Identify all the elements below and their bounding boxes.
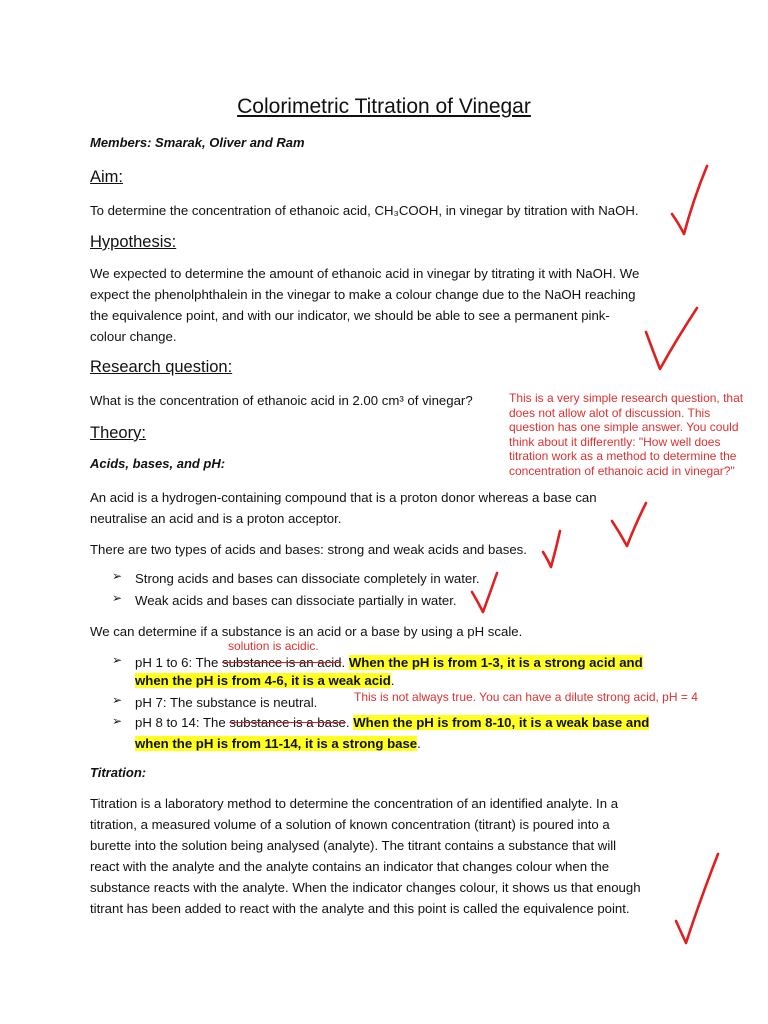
ph-base-bullet-line1: [135, 712, 649, 733]
comment-line: does not allow alot of discussion. This: [509, 405, 711, 420]
arrow-bullet-icon: ➢: [112, 714, 123, 728]
arrow-bullet-icon: ➢: [112, 569, 123, 583]
ph-base-highlight: when the pH is from 11-14, it is a strong base: [135, 736, 418, 751]
hypothesis-line: We expected to determine the amount of ethanoic acid in vinegar by titrating it with NaOH. We: [90, 266, 640, 281]
titration-line: substance reacts with the analyte. When the indicator changes colour, it shows us that enough: [90, 880, 641, 895]
ph-base-separator: .: [345, 715, 354, 730]
checkmark-icon: [672, 166, 707, 234]
comment-line: think about it differently: "How well does: [509, 434, 721, 449]
types-bullet: Weak acids and bases can dissociate partially in water.: [135, 593, 457, 608]
neutral-annotation: This is not always true. You can have a dilute strong acid, pH = 4: [354, 690, 698, 704]
titration-subheading: Titration:: [90, 765, 147, 780]
titration-line: titrant has been added to react with the analyte and this point is called the equivalence point.: [90, 901, 630, 916]
aim-text: To determine the concentration of ethanoic acid, CH₃COOH, in vinegar by titration with NaOH.: [90, 203, 639, 218]
ph-base-struck-text: substance is a base: [229, 715, 346, 730]
titration-line: react with the analyte and the analyte contains an indicator that changes colour when the: [90, 859, 610, 874]
ph-acid-separator: .: [341, 655, 349, 670]
ph-base-highlight: When the pH is from 8-10, it is a weak base and: [353, 715, 650, 730]
hypothesis-heading: Hypothesis:: [90, 233, 177, 251]
ph-neutral-bullet: pH 7: The substance is neutral.: [135, 695, 318, 710]
types-text: There are two types of acids and bases: strong and weak acids and bases.: [90, 542, 527, 557]
theory-heading: Theory:: [90, 424, 146, 442]
ph-acid-end: .: [390, 673, 395, 688]
checkmark-icon: [543, 531, 560, 567]
titration-line: burette into the solution being analysed (analyte). The titrant contains a substance that will: [90, 838, 617, 853]
arrow-bullet-icon: ➢: [112, 693, 123, 707]
hypothesis-line: colour change.: [90, 329, 177, 344]
checkmark-icon: [646, 308, 697, 369]
research-question-heading: Research question:: [90, 358, 233, 376]
members-line: Members: Smarak, Oliver and Ram: [90, 135, 305, 150]
hypothesis-line: the equivalence point, and with our indicator, we should be able to see a permanent pink-: [90, 308, 610, 323]
ph-acid-highlight: When the pH is from 1-3, it is a strong acid and: [348, 655, 643, 670]
hypothesis-line: expect the phenolphthalein in the vinegar to make a colour change due to the NaOH reaching: [90, 287, 636, 302]
ph-base-end: .: [417, 736, 421, 751]
arrow-bullet-icon: ➢: [112, 653, 123, 667]
titration-line: titration, a measured volume of a solution of known concentration (titrant) is poured into a: [90, 817, 610, 832]
comment-line: question has one simple answer. You could: [509, 420, 739, 435]
ph-acid-highlight: when the pH is from 4-6, it is a weak acid: [135, 673, 391, 688]
ph-acid-bullet-line2: [135, 670, 394, 691]
types-bullet: Strong acids and bases can dissociate completely in water.: [135, 571, 480, 586]
ph-acid-struck-text: substance is an acid: [222, 655, 342, 670]
checkmark-icon: [612, 503, 646, 546]
comment-line: titration work as a method to determine the: [509, 449, 737, 464]
ph-acid-prefix: pH 1 to 6: The: [135, 655, 222, 670]
document-title: Colorimetric Titration of Vinegar: [237, 95, 531, 118]
acid-definition-line: An acid is a hydrogen-containing compound that is a proton donor whereas a base can: [90, 490, 597, 505]
acids-bases-subheading: Acids, bases, and pH:: [90, 456, 226, 471]
checkmark-icon: [676, 854, 718, 943]
acid-definition-line: neutralise an acid and is a proton acceptor.: [90, 511, 342, 526]
comment-line: concentration of ethanoic acid in vinegar?": [509, 463, 735, 478]
titration-line: Titration is a laboratory method to determine the concentration of an identified analyte. In a: [90, 796, 619, 811]
ph-intro-text: We can determine if a substance is an acid or a base by using a pH scale.: [90, 624, 523, 639]
acidic-annotation: solution is acidic.: [228, 639, 319, 653]
arrow-bullet-icon: ➢: [112, 591, 123, 605]
research-question-text: What is the concentration of ethanoic acid in 2.00 cm³ of vinegar?: [90, 393, 473, 408]
comment-line: This is a very simple research question, that: [509, 391, 744, 405]
aim-heading: Aim:: [90, 168, 123, 186]
research-question-comment: [509, 391, 743, 479]
ph-base-bullet-line2: [135, 733, 421, 754]
ph-base-prefix: pH 8 to 14: The: [135, 715, 230, 730]
